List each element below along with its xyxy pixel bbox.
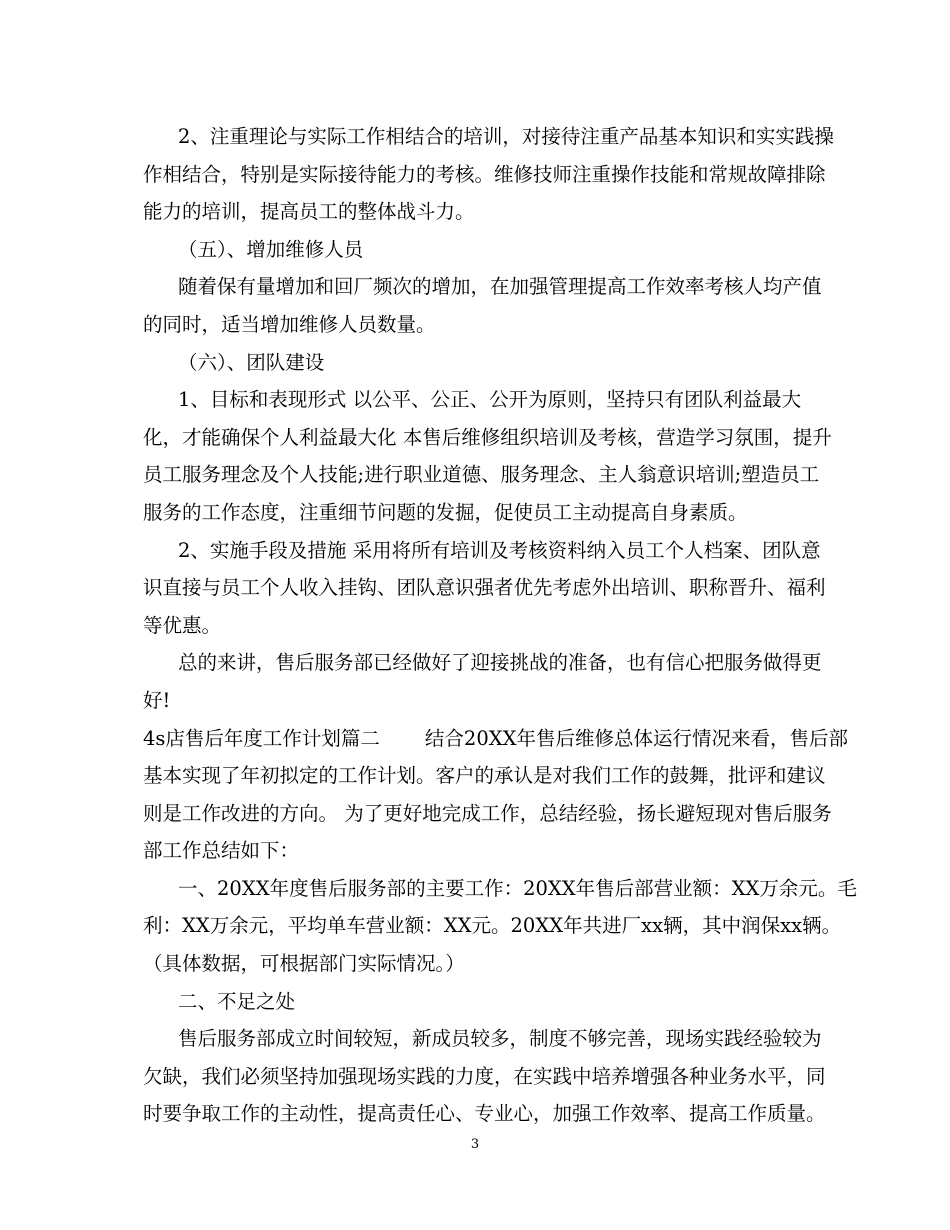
subheading-line: （六）、团队建设 [178,350,325,374]
paragraph-line: 员工服务理念及个人技能;进行职业道德、服务理念、主人翁意识培训;塑造员工 [143,463,820,487]
paragraph-line: 作相结合，特别是实际接待能力的考核。维修技师注重操作技能和常规故障排除 [143,162,826,186]
paragraph-line: 利：XX万余元，平均单车营业额：XX元。20XX年共进厂xx辆，其中润保xx辆。 [143,914,842,938]
paragraph-line: 售后服务部成立时间较短，新成员较多，制度不够完善，现场实践经验较为 [178,1027,822,1051]
paragraph-line: 随着保有量增加和回厂频次的增加，在加强管理提高工作效率考核人均产值 [178,275,822,299]
subheading-line: （五）、增加维修人员 [178,237,364,261]
paragraph-line: 1、目标和表现形式 以公平、公正、公开为原则，坚持只有团队利益最大 [178,388,802,412]
paragraph-line: 2、注重理论与实际工作相结合的培训，对接待注重产品基本知识和实实践操 [178,125,834,148]
paragraph-line: 一、20XX年度售后服务部的主要工作：20XX年售后部营业额：XX万余元。毛 [178,876,857,900]
paragraph-line: 识直接与员工个人收入挂钩、团队意识强者优先考虑外出培训、职称晋升、福利 [143,576,826,600]
paragraph-line: 部工作总结如下： [143,839,300,863]
page-number: 3 [470,1137,480,1152]
paragraph-line: 2、实施手段及措施 采用将所有培训及考核资料纳入员工个人档案、团队意 [178,538,821,562]
paragraph-line: 时要争取工作的主动性，提高责任心、专业心，加强工作效率、提高工作质量。 [143,1102,826,1126]
paragraph-line: （具体数据，可根据部门实际情况。） [143,952,465,976]
paragraph-line: 能力的培训，提高员工的整体战斗力。 [143,200,475,224]
paragraph-line: 等优惠。 [143,613,222,637]
paragraph-line: 化，才能确保个人利益最大化 本售后维修组织培训及考核，营造学习氛围，提升 [143,425,832,449]
subheading-line: 二、不足之处 [178,989,296,1013]
paragraph-line: 的同时，适当增加维修人员数量。 [143,312,436,336]
body-text [143,118,857,1133]
paragraph-line: 基本实现了年初拟定的工作计划。客户的承认是对我们工作的鼓舞，批评和建议 [143,764,826,788]
section-heading: 4s店售后年度工作计划篇二 [143,726,380,750]
section-heading-line [143,720,848,758]
paragraph-line: 欠缺，我们必须坚持加强现场实践的力度，在实践中培养增强各种业务水平，同 [143,1064,826,1088]
paragraph-line: 总的来讲，售后服务部已经做好了迎接挑战的准备，也有信心把服务做得更 [178,651,822,675]
paragraph-line: 服务的工作态度，注重细节问题的发掘，促使员工主动提高自身素质。 [143,500,748,524]
section-intro: 结合20XX年售后维修总体运行情况来看，售后部 [424,726,848,750]
paragraph-line: 则是工作改进的方向。 为了更好地完成工作，总结经验，扬长避短现对售后服务 [143,801,832,825]
paragraph-line: 好! [143,688,171,712]
